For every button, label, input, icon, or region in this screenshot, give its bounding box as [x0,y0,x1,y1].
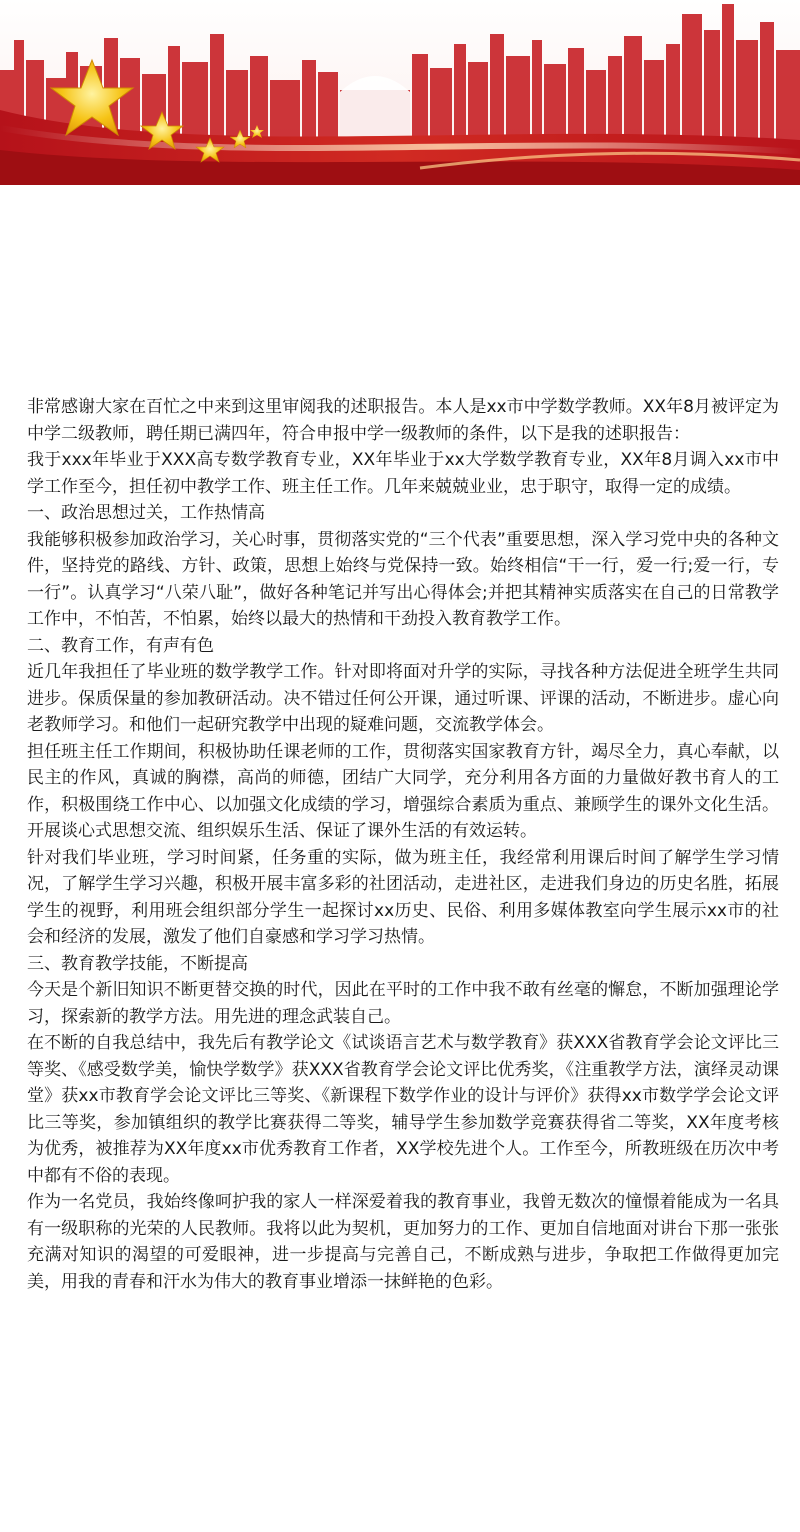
section-2-paragraph-1: 近几年我担任了毕业班的数学教学工作。针对即将面对升学的实际，寻找各种方法促进全班学生共同进步。保质保量的参加教研活动。决不错过任何公开课，通过听课、评课的活动，不断进步。虚心向老教师学习。和他们一起研究教学中出现的疑难问题，交流教学体会。 [27,662,779,735]
intro-paragraph: 非常感谢大家在百忙之中来到这里审阅我的述职报告。本人是xx市中学数学教师。XX年8月被评定为中学二级教师，聘任期已满四年，符合申报中学一级教师的条件，以下是我的述职报告： [27,397,779,444]
background-paragraph: 我于xxx年毕业于XXX高专数学教育专业，XX年毕业于xx大学数学教育专业，XX年8月调入xx市中学工作至今，担任初中教学工作、班主任工作。几年来兢兢业业，忠于职守，取得一定的成绩。 [27,450,779,497]
section-1-paragraph: 我能够积极参加政治学习，关心时事，贯彻落实党的“三个代表”重要思想，深入学习党中央的各种文件，坚持党的路线、方针、政策，思想上始终与党保持一致。始终相信“干一行，爱一行;爱一行，专一行”。认真学习“八荣八耻”，做好各种笔记并写出心得体会;并把其精神实质落实在自己的日常教学工作中，不怕苦，不怕累，始终以最大的热情和干劲投入教育教学工作。 [27,529,779,629]
section-2-paragraph-3: 针对我们毕业班，学习时间紧，任务重的实际，做为班主任，我经常利用课后时间了解学生学习情况，了解学生学习兴趣，积极开展丰富多彩的社团活动，走进社区，走进我们身边的历史名胜，拓展学生的视野，利用班会组织部分学生一起探讨xx历史、民俗、利用多媒体教室向学生展示xx市的社会和经济的发展，激发了他们自豪感和学习学习热情。 [27,847,779,947]
section-2-paragraph-2: 担任班主任工作期间，积极协助任课老师的工作，贯彻落实国家教育方针，竭尽全力，真心奉献，以民主的作风，真诚的胸襟，高尚的师德，团结广大同学，充分利用各方面的力量做好教书育人的工作，积极围绕工作中心、以加强文化成绩的学习，增强综合素质为重点、兼顾学生的课外文化生活。开展谈心式思想交流、组织娱乐生活、保证了课外生活的有效运转。 [27,741,779,841]
section-heading-3: 三、教育教学技能，不断提高 [27,953,248,974]
closing-paragraph: 作为一名党员，我始终像呵护我的家人一样深爱着我的教育事业，我曾无数次的憧憬着能成为一名具有一级职称的光荣的人民教师。我将以此为契机，更加努力的工作、更加自信地面对讲台下那一张张充满对知识的渴望的可爱眼神，进一步提高与完善自己，不断成熟与进步，争取把工作做得更加完美，用我的青春和汗水为伟大的教育事业增添一抹鲜艳的色彩。 [27,1192,779,1292]
city-skyline-banner [0,0,800,185]
section-heading-1: 一、政治思想过关，工作热情高 [27,503,265,523]
section-3-paragraph-1: 今天是个新旧知识不断更替交换的时代，因此在平时的工作中我不敢有丝毫的懈怠，不断加强理论学习，探索新的教学方法。用先进的理念武装自己。 [27,980,779,1027]
header-banner [0,0,800,185]
section-heading-2: 二、教育工作，有声有色 [27,635,214,656]
report-body [27,394,779,1295]
section-3-paragraph-2: 在不断的自我总结中，我先后有教学论文《试谈语言艺术与数学教育》获XXX省教育学会论文评比三等奖、《感受数学美，愉快学数学》获XXX省教育学会论文评比优秀奖，《注重教学方法，演绎灵动课堂》获xx市教育学会论文评比三等奖、《新课程下数学作业的设计与评价》获得xx市数学学会论文评比三等奖，参加镇组织的教学比赛获得二等奖，辅导学生参加数学竞赛获得省二等奖，XX年度考核为优秀，被推荐为XX年度xx市优秀教育工作者，XX学校先进个人。工作至今，所教班级在历次中考中都有不俗的表现。 [27,1033,779,1186]
